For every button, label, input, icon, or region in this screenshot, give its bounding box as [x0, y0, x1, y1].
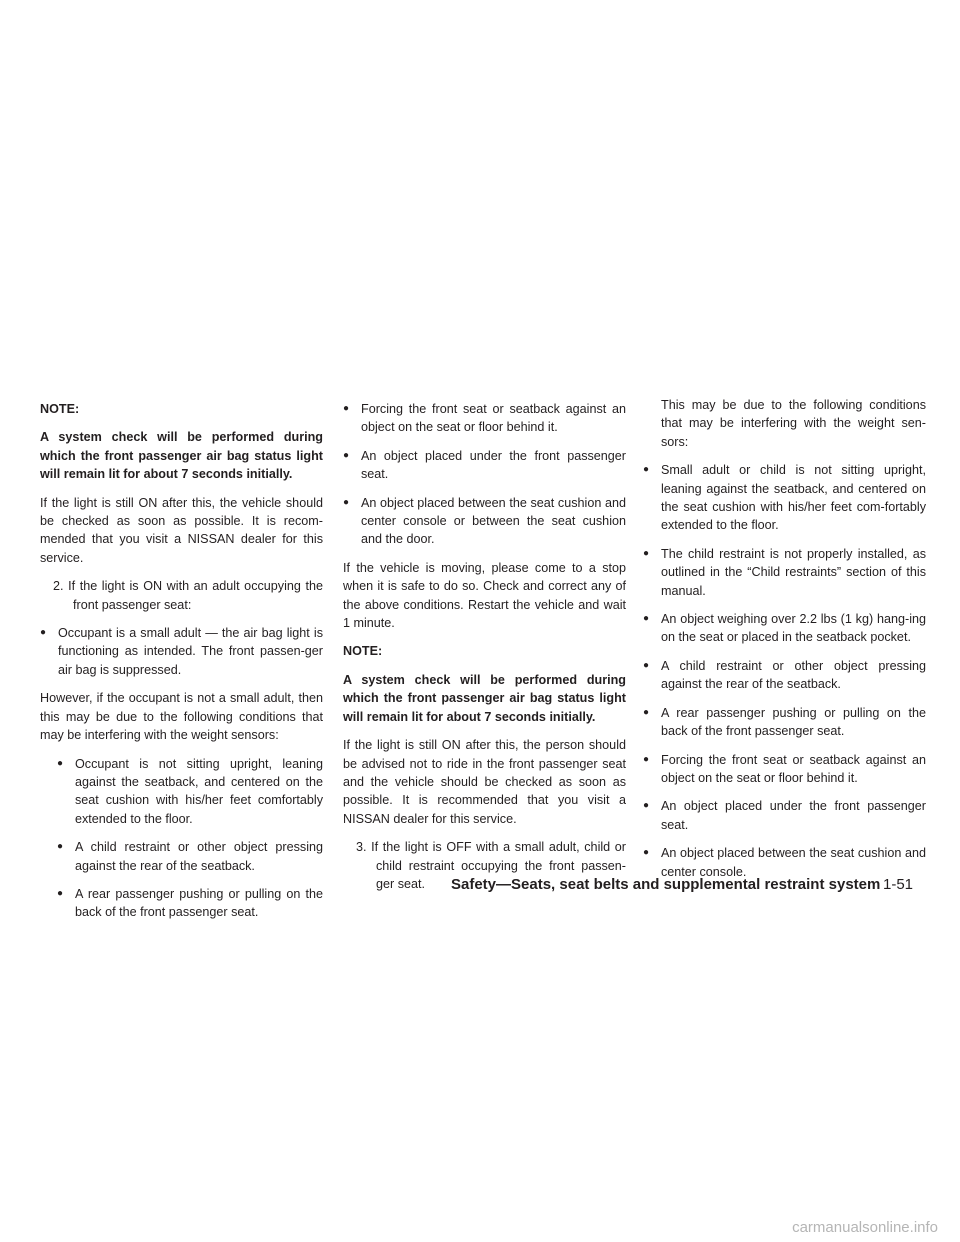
bullet-item: ● An object placed between the seat cushion and center console or between the seat cushion and the door. — [343, 494, 626, 549]
numbered-item-3: 3. If the light is OFF with a small adult, child or child restraint occupying the front passen-ger seat. — [356, 840, 626, 891]
bullet-item: ● The child restraint is not properly installed, as outlined in the “Child restraints” section of this manual. — [643, 545, 926, 600]
bullet-item: ● An object placed under the front passenger seat. — [343, 447, 626, 484]
bullet-item: ● Occupant is a small adult — the air bag light is functioning as intended. The front passen-ger air bag is suppressed. — [40, 624, 323, 679]
page-number: 1-51 — [883, 876, 914, 893]
paragraph: If the vehicle is moving, please come to a stop when it is safe to do so. Check and correct any of the above conditions. Restart the vehicle and wait 1 minute. — [343, 560, 626, 631]
watermark: carmanualsonline.info — [792, 1219, 938, 1236]
note-text: A system check will be performed during which the front passenger air bag status light will remain lit for about 7 seconds initially. — [343, 672, 626, 724]
paragraph: However, if the occupant is not a small adult, then this may be due to the following conditions that may be interfering with the weight sensors: — [40, 691, 323, 743]
bullet-item: ● Forcing the front seat or seatback against an object on the seat or floor behind it. — [343, 400, 626, 437]
bullet-item: ● An object placed under the front passenger seat. — [643, 797, 926, 834]
bullet-item: ● An object placed between the seat cushion and center console. — [643, 844, 926, 881]
column-2 — [343, 400, 626, 903]
continued-paragraph: This may be due to the following conditions that may be interfering with the weight sen-sors: — [661, 398, 926, 449]
bullet-item: ● Forcing the front seat or seatback against an object on the seat or floor behind it. — [643, 751, 926, 788]
column-3 — [643, 400, 926, 891]
bullet-item: ● A rear passenger pushing or pulling on the back of the front passenger seat. — [40, 885, 323, 922]
numbered-item-2: 2. If the light is ON with an adult occupying the front passenger seat: — [53, 579, 323, 612]
bullet-item: ● An object weighing over 2.2 lbs (1 kg) hang-ing on the seat or placed in the seatback pocket. — [643, 610, 926, 647]
note-label: NOTE: — [40, 402, 80, 416]
paragraph: If the light is still ON after this, the person should be advised not to ride in the front passenger seat and the vehicle should be checked as soon as possible. It is recommended that you visit a NISSAN dealer for this service. — [343, 738, 626, 826]
bullet-item: ● A child restraint or other object pressing against the rear of the seatback. — [40, 838, 323, 875]
bullet-item: ● Small adult or child is not sitting upright, leaning against the seatback, and centered on the seat cushion with his/her feet com-fortably extended to the floor. — [643, 461, 926, 535]
paragraph: If the light is still ON after this, the vehicle should be checked as soon as possible. It is recom-mended that you visit a NISSAN dealer for this service. — [40, 495, 323, 565]
column-1 — [40, 400, 323, 932]
bullet-item: ● Occupant is not sitting upright, leaning against the seatback, and centered on the seat cushion with his/her feet comfortably extended to the floor. — [40, 755, 323, 829]
note-label: NOTE: — [343, 644, 383, 659]
bullet-item: ● A child restraint or other object pressing against the rear of the seatback. — [643, 657, 926, 694]
section-title: Safety—Seats, seat belts and supplemental restraint system — [451, 876, 881, 893]
bullet-item: ● A rear passenger pushing or pulling on the back of the front passenger seat. — [643, 704, 926, 741]
note-text: A system check will be performed during which the front passenger air bag status light will remain lit for about 7 seconds initially. — [40, 430, 323, 482]
